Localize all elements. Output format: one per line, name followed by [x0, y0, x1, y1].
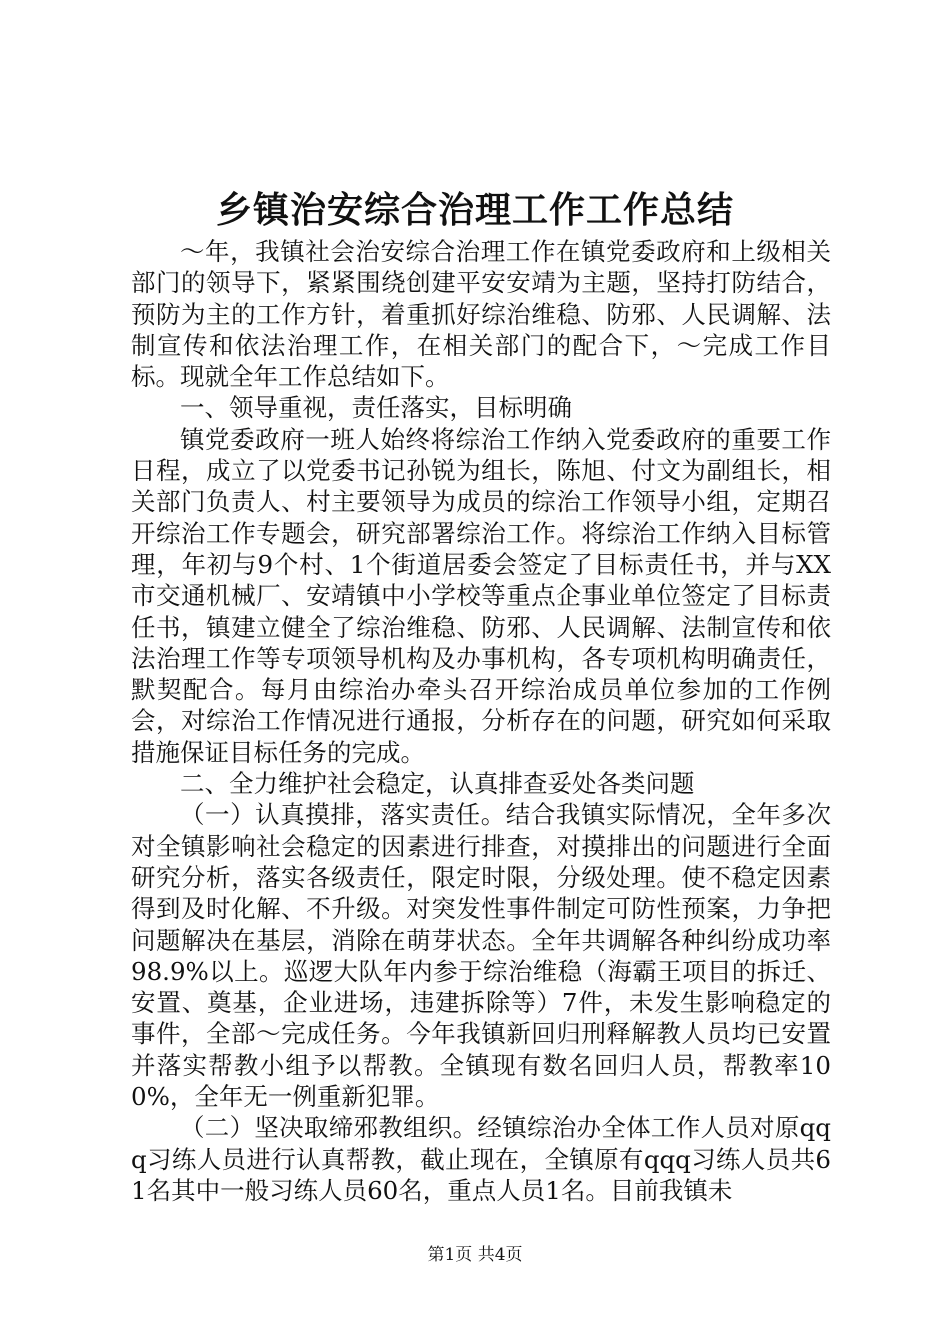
section-2-paragraph-1: （一）认真摸排，落实责任。结合我镇实际情况，全年多次对全镇影响社会稳定的因素进行排查，对摸排出的问题进行全面研究分析，落实各级责任，限定时限，分级处理。使不稳定因素得到及时化解、不升级。对突发性事件制定可防性预案，力争把问题解决在基层，消除在萌芽状态。全年共调解各种纠纷成功率98.9%以上。巡逻大队年内参于综治维稳（海霸王项目的拆迁、安置、奠基，企业进场，违建拆除等）7件，未发生影响稳定的事件，全部～完成任务。今年我镇新回归刑释解教人员均已安置并落实帮教小组予以帮教。全镇现有数名回归人员，帮教率100%，全年无一例重新犯罪。 — [131, 800, 831, 1112]
document-body — [131, 236, 831, 1206]
section-heading-2: 二、全力维护社会稳定，认真排查妥处各类问题 — [180, 769, 695, 799]
section-heading-1: 一、领导重视，责任落实，目标明确 — [180, 393, 572, 423]
document-title: 乡镇治安综合治理工作工作总结 — [215, 189, 734, 231]
section-2-paragraph-2: （二）坚决取缔邪教组织。经镇综治办全体工作人员对原qqq习练人员进行认真帮教，截止现在，全镇原有qqq习练人员共61名其中一般习练人员60名，重点人员1名。目前我镇未 — [131, 1113, 831, 1205]
section-1-paragraph: 镇党委政府一班人始终将综治工作纳入党委政府的重要工作日程，成立了以党委书记孙锐为组长，陈旭、付文为副组长，相关部门负责人、村主要领导为成员的综治工作领导小组，定期召开综治工作专题会，研究部署综治工作。将综治工作纳入目标管理，年初与9个村、1个街道居委会签定了目标责任书，并与XX市交通机械厂、安靖镇中小学校等重点企事业单位签定了目标责任书，镇建立健全了综治维稳、防邪、人民调解、法制宣传和依法治理工作等专项领导机构及办事机构，各专项机构明确责任，默契配合。每月由综治办牵头召开综治成员单位参加的工作例会，对综治工作情况进行通报，分析存在的问题，研究如何采取措施保证目标任务的完成。 — [131, 424, 831, 767]
intro-paragraph: ～年，我镇社会治安综合治理工作在镇党委政府和上级相关部门的领导下，紧紧围绕创建平安安靖为主题，坚持打防结合，预防为主的工作方针，着重抓好综治维稳、防邪、人民调解、法制宣传和依法治理工作，在相关部门的配合下，～完成工作目标。现就全年工作总结如下。 — [131, 237, 831, 392]
page-footer: 第1页 共4页 — [427, 1245, 523, 1265]
